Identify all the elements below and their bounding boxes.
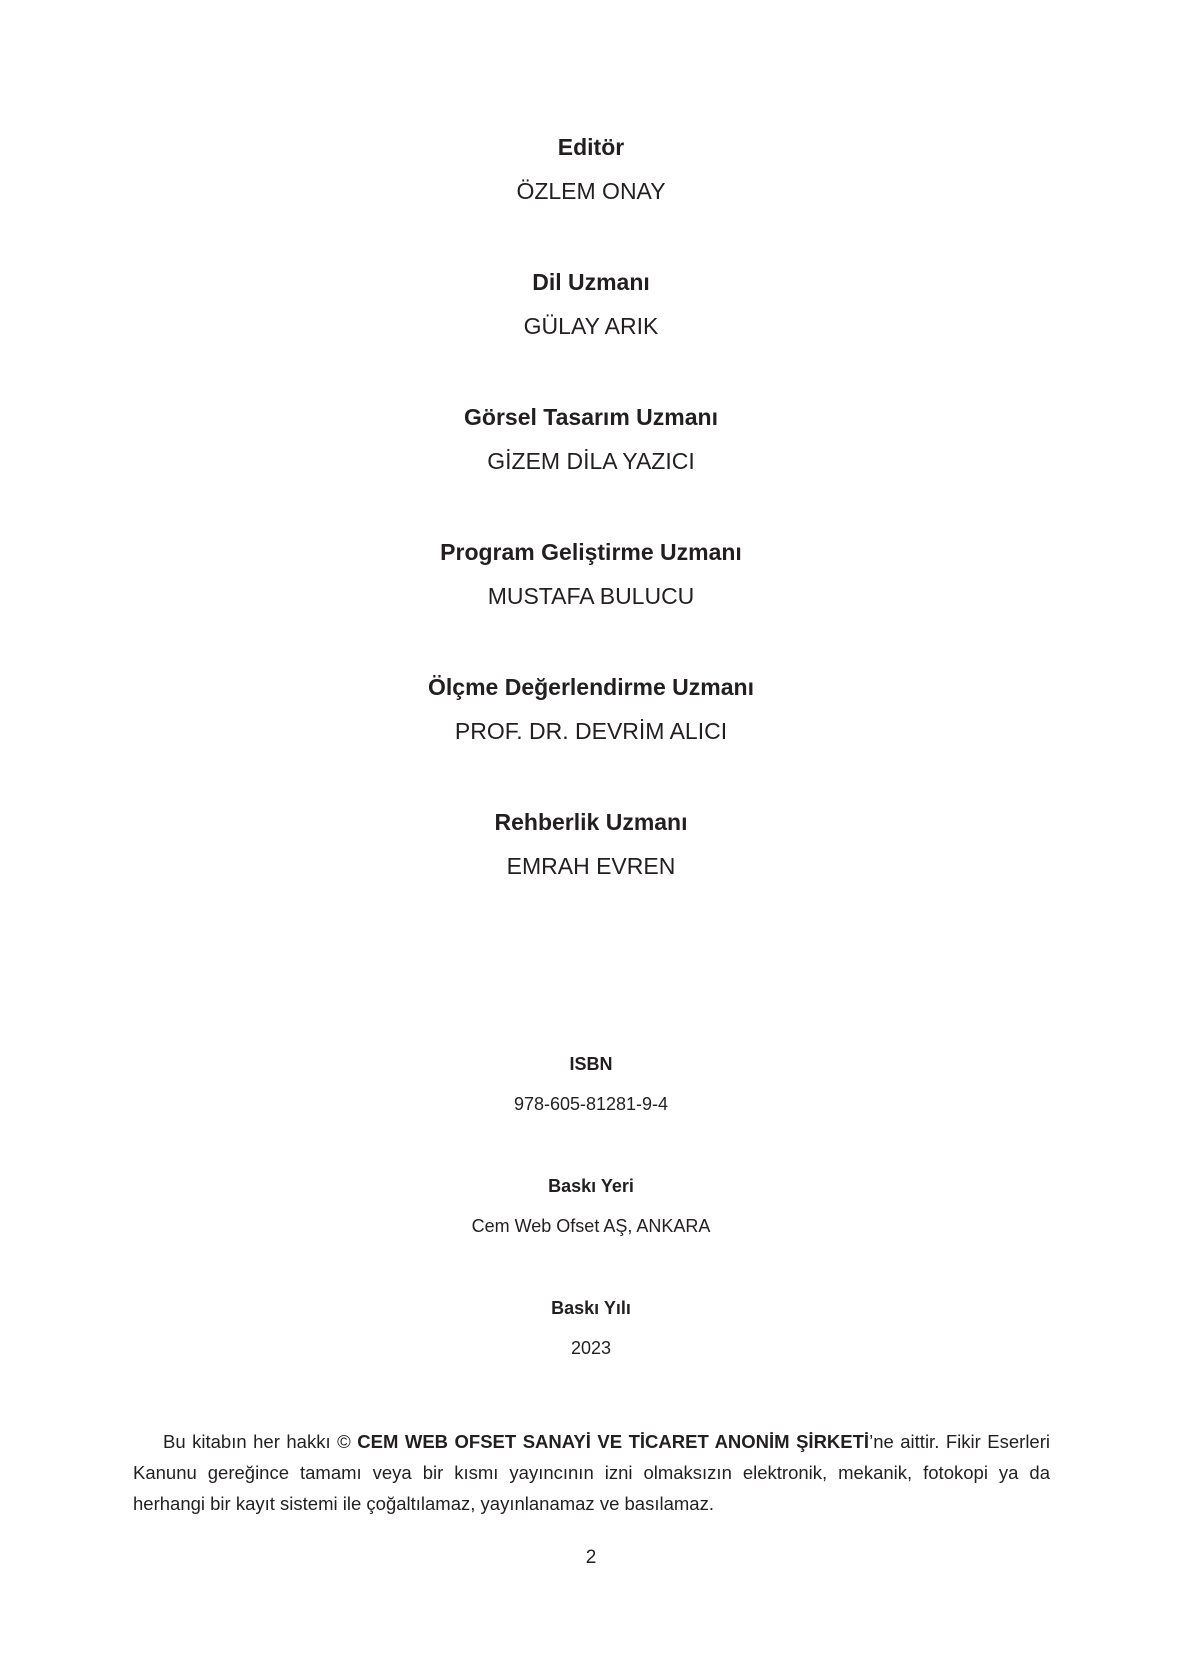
credit-role-program-development-expert: Program Geliştirme Uzmanı: [440, 539, 742, 565]
print-year-label: Baskı Yılı: [551, 1298, 631, 1318]
isbn-label: ISBN: [569, 1054, 613, 1074]
print-place-value: Cem Web Ofset AŞ, ANKARA: [471, 1216, 711, 1236]
credit-role-language-expert: Dil Uzmanı: [532, 269, 650, 295]
credit-name-language-expert: GÜLAY ARIK: [523, 313, 659, 339]
credit-role-editor: Editör: [557, 134, 625, 160]
print-year-value: 2023: [570, 1338, 612, 1358]
credit-role-assessment-expert: Ölçme Değerlendirme Uzmanı: [428, 674, 754, 700]
isbn-value: 978-605-81281-9-4: [513, 1094, 669, 1114]
copyright-notice: [133, 1426, 1050, 1519]
credit-name-guidance-expert: EMRAH EVREN: [506, 853, 676, 879]
print-place-label: Baskı Yeri: [548, 1176, 634, 1196]
credit-name-program-development-expert: MUSTAFA BULUCU: [487, 583, 695, 609]
credit-name-visual-design-expert: GİZEM DİLA YAZICI: [487, 448, 695, 474]
credit-role-guidance-expert: Rehberlik Uzmanı: [494, 809, 688, 835]
page-number: 2: [585, 1547, 597, 1568]
copyright-suffix: ’ne aittir. Fikir Eserleri Kanunu gereğince tamamı veya bir kısmı yayıncının izni olmaksızın elektronik, mekanik, fotokopi ya da herhangi bir kayıt sistemi ile çoğaltılamaz, yayınlanamaz ve basılamaz.: [133, 1431, 1050, 1514]
copyright-prefix: Bu kitabın her hakkı ©: [163, 1431, 358, 1452]
credit-name-assessment-expert: PROF. DR. DEVRİM ALICI: [454, 718, 728, 744]
credit-name-editor: ÖZLEM ONAY: [516, 178, 666, 204]
credit-role-visual-design-expert: Görsel Tasarım Uzmanı: [464, 404, 718, 430]
copyright-company: CEM WEB OFSET SANAYİ VE TİCARET ANONİM ŞİRKETİ: [357, 1431, 870, 1452]
